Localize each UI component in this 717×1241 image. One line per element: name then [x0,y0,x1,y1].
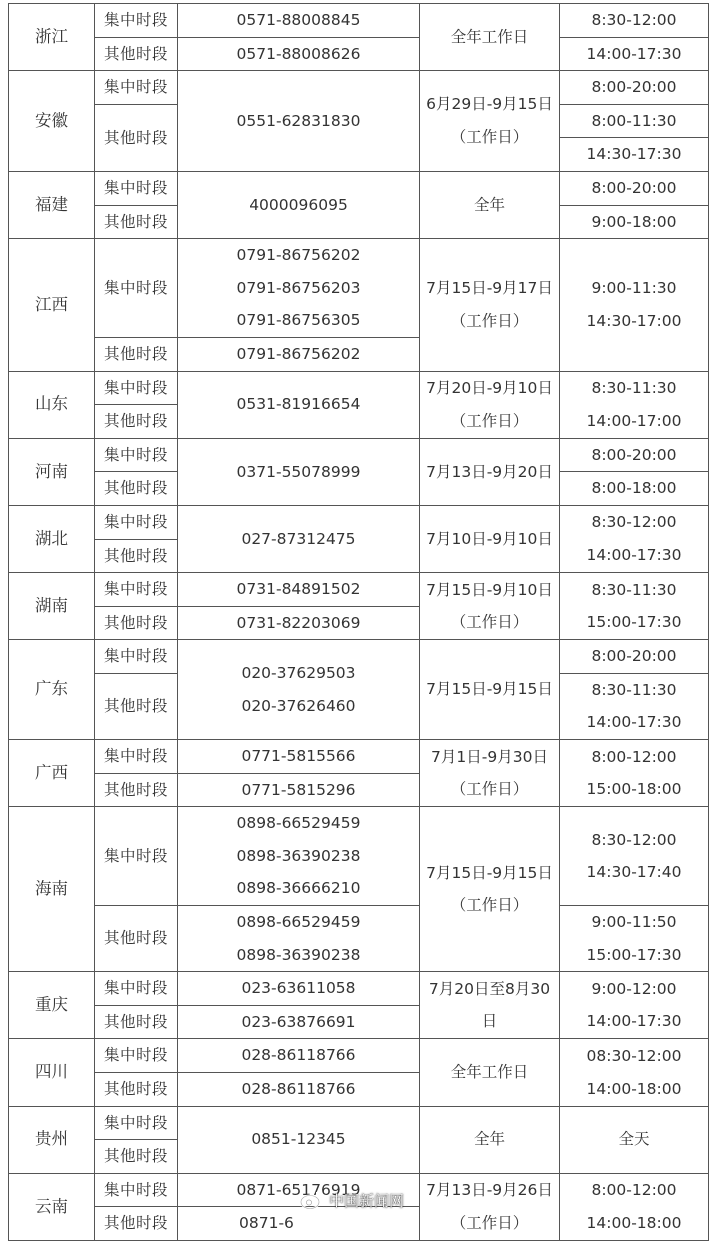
phone-number: 0898-66529459 [236,814,361,833]
hours-text: 14:00-17:30 [586,1012,682,1031]
date-text: 7月10日-9月10日 [426,529,553,548]
phone-cell [178,972,420,1006]
phone-number: 0791-86756305 [236,311,361,330]
date-cell [420,71,560,172]
phone-number: 028-86118766 [241,1046,356,1065]
phone-number: 0898-36390238 [236,945,361,964]
hours-text: 15:00-18:00 [586,780,682,799]
date-text: 7月15日-9月17日 [426,279,553,298]
hours-text: 9:00-11:50 [591,913,677,932]
hours-cell [560,472,709,506]
date-text: 7月13日-9月26日 [426,1181,553,1200]
date-cell [420,573,560,640]
phone-number: 0731-84891502 [236,580,361,599]
phone-number: 0791-86756203 [236,278,361,297]
phone-cell [178,807,420,906]
phone-number: 0771-5815566 [241,747,356,766]
date-text: 7月15日-9月15日 [426,680,553,699]
phone-cell [178,773,420,807]
table-row [9,438,709,472]
phone-number: 020-37626460 [241,696,356,715]
period-cell: 集中时段 [95,171,178,205]
date-cell [420,171,560,238]
phone-cell [178,640,420,740]
table-row [9,640,709,674]
province-cell: 广东 [9,640,95,740]
hours-cell [560,239,709,371]
phone-cell [178,371,420,438]
period-cell: 其他时段 [95,1005,178,1039]
period-cell: 集中时段 [95,1173,178,1207]
hours-cell [560,4,709,38]
date-cell [420,972,560,1039]
date-text: 7月15日-9月15日 [426,863,553,882]
date-text: 全年工作日 [450,27,529,46]
date-text: 全年 [473,195,505,214]
date-text: 全年 [473,1130,505,1149]
hours-text: 8:30-12:00 [591,513,677,532]
phone-number: 0898-36390238 [236,846,361,865]
hours-cell [560,673,709,739]
phone-cell [178,171,420,238]
hours-cell [560,1173,709,1240]
phone-number: 020-37629503 [241,664,356,683]
table-row [9,71,709,105]
hours-cell [560,71,709,105]
phone-number: 4000096095 [249,195,348,214]
phone-number: 0571-88008845 [236,11,361,29]
weibo-icon [300,1190,324,1210]
phone-cell [178,4,420,38]
province-cell: 重庆 [9,972,95,1039]
date-cell [420,740,560,807]
period-cell: 集中时段 [95,371,178,405]
period-cell: 其他时段 [95,1073,178,1107]
phone-cell [178,573,420,607]
table-row [9,371,709,405]
province-cell: 河南 [9,438,95,505]
period-cell: 集中时段 [95,972,178,1006]
phone-number: 027-87312475 [241,529,356,548]
period-cell: 其他时段 [95,673,178,739]
hours-text: 14:00-18:00 [586,1079,682,1098]
hours-cell [560,972,709,1039]
hours-text: 14:30-17:40 [586,863,682,882]
period-cell: 其他时段 [95,539,178,573]
hours-text: 14:00-17:30 [586,546,682,564]
phone-number: 0771-5815296 [241,780,356,799]
hours-text: 8:30-11:30 [591,580,677,599]
date-text: 全年工作日 [450,1063,529,1082]
phone-cell [178,606,420,640]
province-cell: 湖南 [9,573,95,640]
phone-cell [178,1039,420,1073]
period-cell: 其他时段 [95,205,178,239]
hours-text: 14:00-17:30 [586,713,682,732]
period-cell: 集中时段 [95,239,178,338]
phone-number: 0871-6 [239,1214,294,1233]
hours-text: 8:00-20:00 [591,178,677,197]
phone-number: 023-63611058 [241,979,356,998]
phone-number: 0371-55078999 [236,462,361,481]
period-cell: 其他时段 [95,773,178,807]
table-row [9,972,709,1006]
hours-cell [560,138,709,172]
date-text: （工作日） [450,311,529,330]
phone-number: 0898-36666210 [236,879,361,898]
province-cell: 云南 [9,1173,95,1240]
watermark-text: 中国新闻网 [329,1191,405,1210]
hours-text: 9:00-11:30 [591,279,677,298]
table-row [9,1039,709,1073]
province-cell: 海南 [9,807,95,972]
period-cell: 其他时段 [95,606,178,640]
date-cell [420,239,560,371]
phone-cell [178,71,420,172]
phone-number: 0851-12345 [251,1130,346,1149]
province-cell: 贵州 [9,1106,95,1173]
hours-text: 8:00-12:00 [591,747,677,766]
hours-text: 14:00-17:30 [586,44,682,63]
period-cell: 其他时段 [95,906,178,972]
period-cell: 其他时段 [95,104,178,171]
date-cell [420,1173,560,1240]
date-cell [420,807,560,972]
period-cell: 集中时段 [95,640,178,674]
table-row [9,1106,709,1140]
phone-number: 028-86118766 [241,1080,356,1098]
date-text: 日 [481,1012,498,1031]
phone-cell [178,239,420,338]
date-cell [420,1106,560,1173]
phone-number: 0791-86756202 [236,344,361,363]
phone-number: 0571-88008626 [236,44,361,63]
table-row [9,573,709,607]
phone-cell [178,37,420,71]
date-cell [420,640,560,740]
period-cell: 集中时段 [95,505,178,539]
hours-text: 8:00-12:00 [591,1181,677,1200]
province-cell: 江西 [9,239,95,371]
hours-cell [560,171,709,205]
date-text: 7月20日至8月30 [428,979,551,998]
hours-text: 全天 [618,1130,650,1149]
hours-text: 9:00-12:00 [591,979,677,998]
province-cell: 安徽 [9,71,95,172]
hours-text: 8:00-11:30 [591,111,677,130]
hours-text: 8:30-11:30 [591,680,677,699]
hours-text: 14:30-17:30 [586,145,682,164]
table-row [9,505,709,539]
period-cell: 其他时段 [95,405,178,439]
phone-cell [178,505,420,572]
period-cell: 其他时段 [95,37,178,71]
phone-number: 0871-65176919 [236,1180,361,1199]
hours-text: 14:00-18:00 [586,1213,682,1232]
hours-text: 8:30-12:00 [591,830,677,849]
date-cell [420,371,560,438]
period-cell: 其他时段 [95,1207,178,1241]
phone-cell [178,1106,420,1173]
hours-cell [560,740,709,807]
date-text: 7月15日-9月10日 [426,580,553,599]
phone-cell [178,906,420,972]
table-row [9,171,709,205]
date-text: 7月13日-9月20日 [426,462,553,481]
hours-cell [560,573,709,640]
province-cell: 四川 [9,1039,95,1106]
date-text: （工作日） [450,896,529,915]
date-text: 7月20日-9月10日 [426,379,553,398]
hours-text: 8:30-11:30 [591,379,677,398]
hours-cell [560,371,709,438]
hours-text: 14:00-17:00 [586,411,682,430]
period-cell: 集中时段 [95,573,178,607]
phone-cell [178,337,420,371]
hours-cell [560,37,709,71]
phone-number: 023-63876691 [241,1012,356,1031]
hours-text: 8:00-18:00 [591,479,677,498]
table-row [9,740,709,774]
period-cell: 集中时段 [95,807,178,906]
hours-cell [560,1106,709,1173]
period-cell: 其他时段 [95,472,178,506]
phone-number: 0731-82203069 [236,613,361,632]
province-cell: 湖北 [9,505,95,572]
table-row [9,4,709,38]
province-cell: 浙江 [9,4,95,71]
date-cell [420,4,560,71]
table-row [9,37,709,71]
watermark [300,1187,404,1213]
date-text: 7月1日-9月30日 [431,747,548,766]
phone-cell [178,1073,420,1107]
phone-cell [178,438,420,505]
contact-table [8,3,709,1241]
hours-cell [560,906,709,972]
date-cell [420,438,560,505]
hours-cell [560,205,709,239]
hours-text: 08:30-12:00 [586,1046,682,1065]
hours-cell [560,640,709,674]
date-text: 6月29日-9月15日 [426,95,553,114]
phone-number: 0551-62831830 [236,111,361,130]
phone-number: 0531-81916654 [236,395,361,414]
period-cell: 集中时段 [95,4,178,38]
period-cell: 集中时段 [95,71,178,105]
hours-cell [560,807,709,906]
hours-text: 15:00-17:30 [586,613,682,632]
date-text: （工作日） [450,780,529,799]
date-cell [420,505,560,572]
hours-cell [560,104,709,138]
hours-cell [560,438,709,472]
province-cell: 山东 [9,371,95,438]
province-cell: 福建 [9,171,95,238]
hours-cell [560,505,709,572]
period-cell: 集中时段 [95,740,178,774]
hours-text: 8:00-20:00 [591,445,677,464]
hours-text: 8:00-20:00 [591,647,677,666]
phone-cell [178,740,420,774]
date-text: （工作日） [450,613,529,632]
phone-cell [178,1005,420,1039]
date-text: （工作日） [450,128,529,147]
province-cell: 广西 [9,740,95,807]
date-text: （工作日） [450,411,529,430]
date-cell [420,1039,560,1106]
hours-cell [560,1039,709,1106]
hours-text: 14:30-17:00 [586,311,682,330]
hours-text: 8:00-20:00 [591,78,677,97]
period-cell: 集中时段 [95,1106,178,1140]
period-cell: 集中时段 [95,438,178,472]
hours-text: 8:30-12:00 [591,11,677,29]
hours-text: 15:00-17:30 [586,945,682,964]
phone-number: 0898-66529459 [236,913,361,932]
period-cell: 其他时段 [95,337,178,371]
date-text: （工作日） [450,1213,529,1232]
phone-number: 0791-86756202 [236,246,361,265]
period-cell: 集中时段 [95,1039,178,1073]
hours-text: 9:00-18:00 [591,212,677,231]
period-cell: 其他时段 [95,1140,178,1174]
